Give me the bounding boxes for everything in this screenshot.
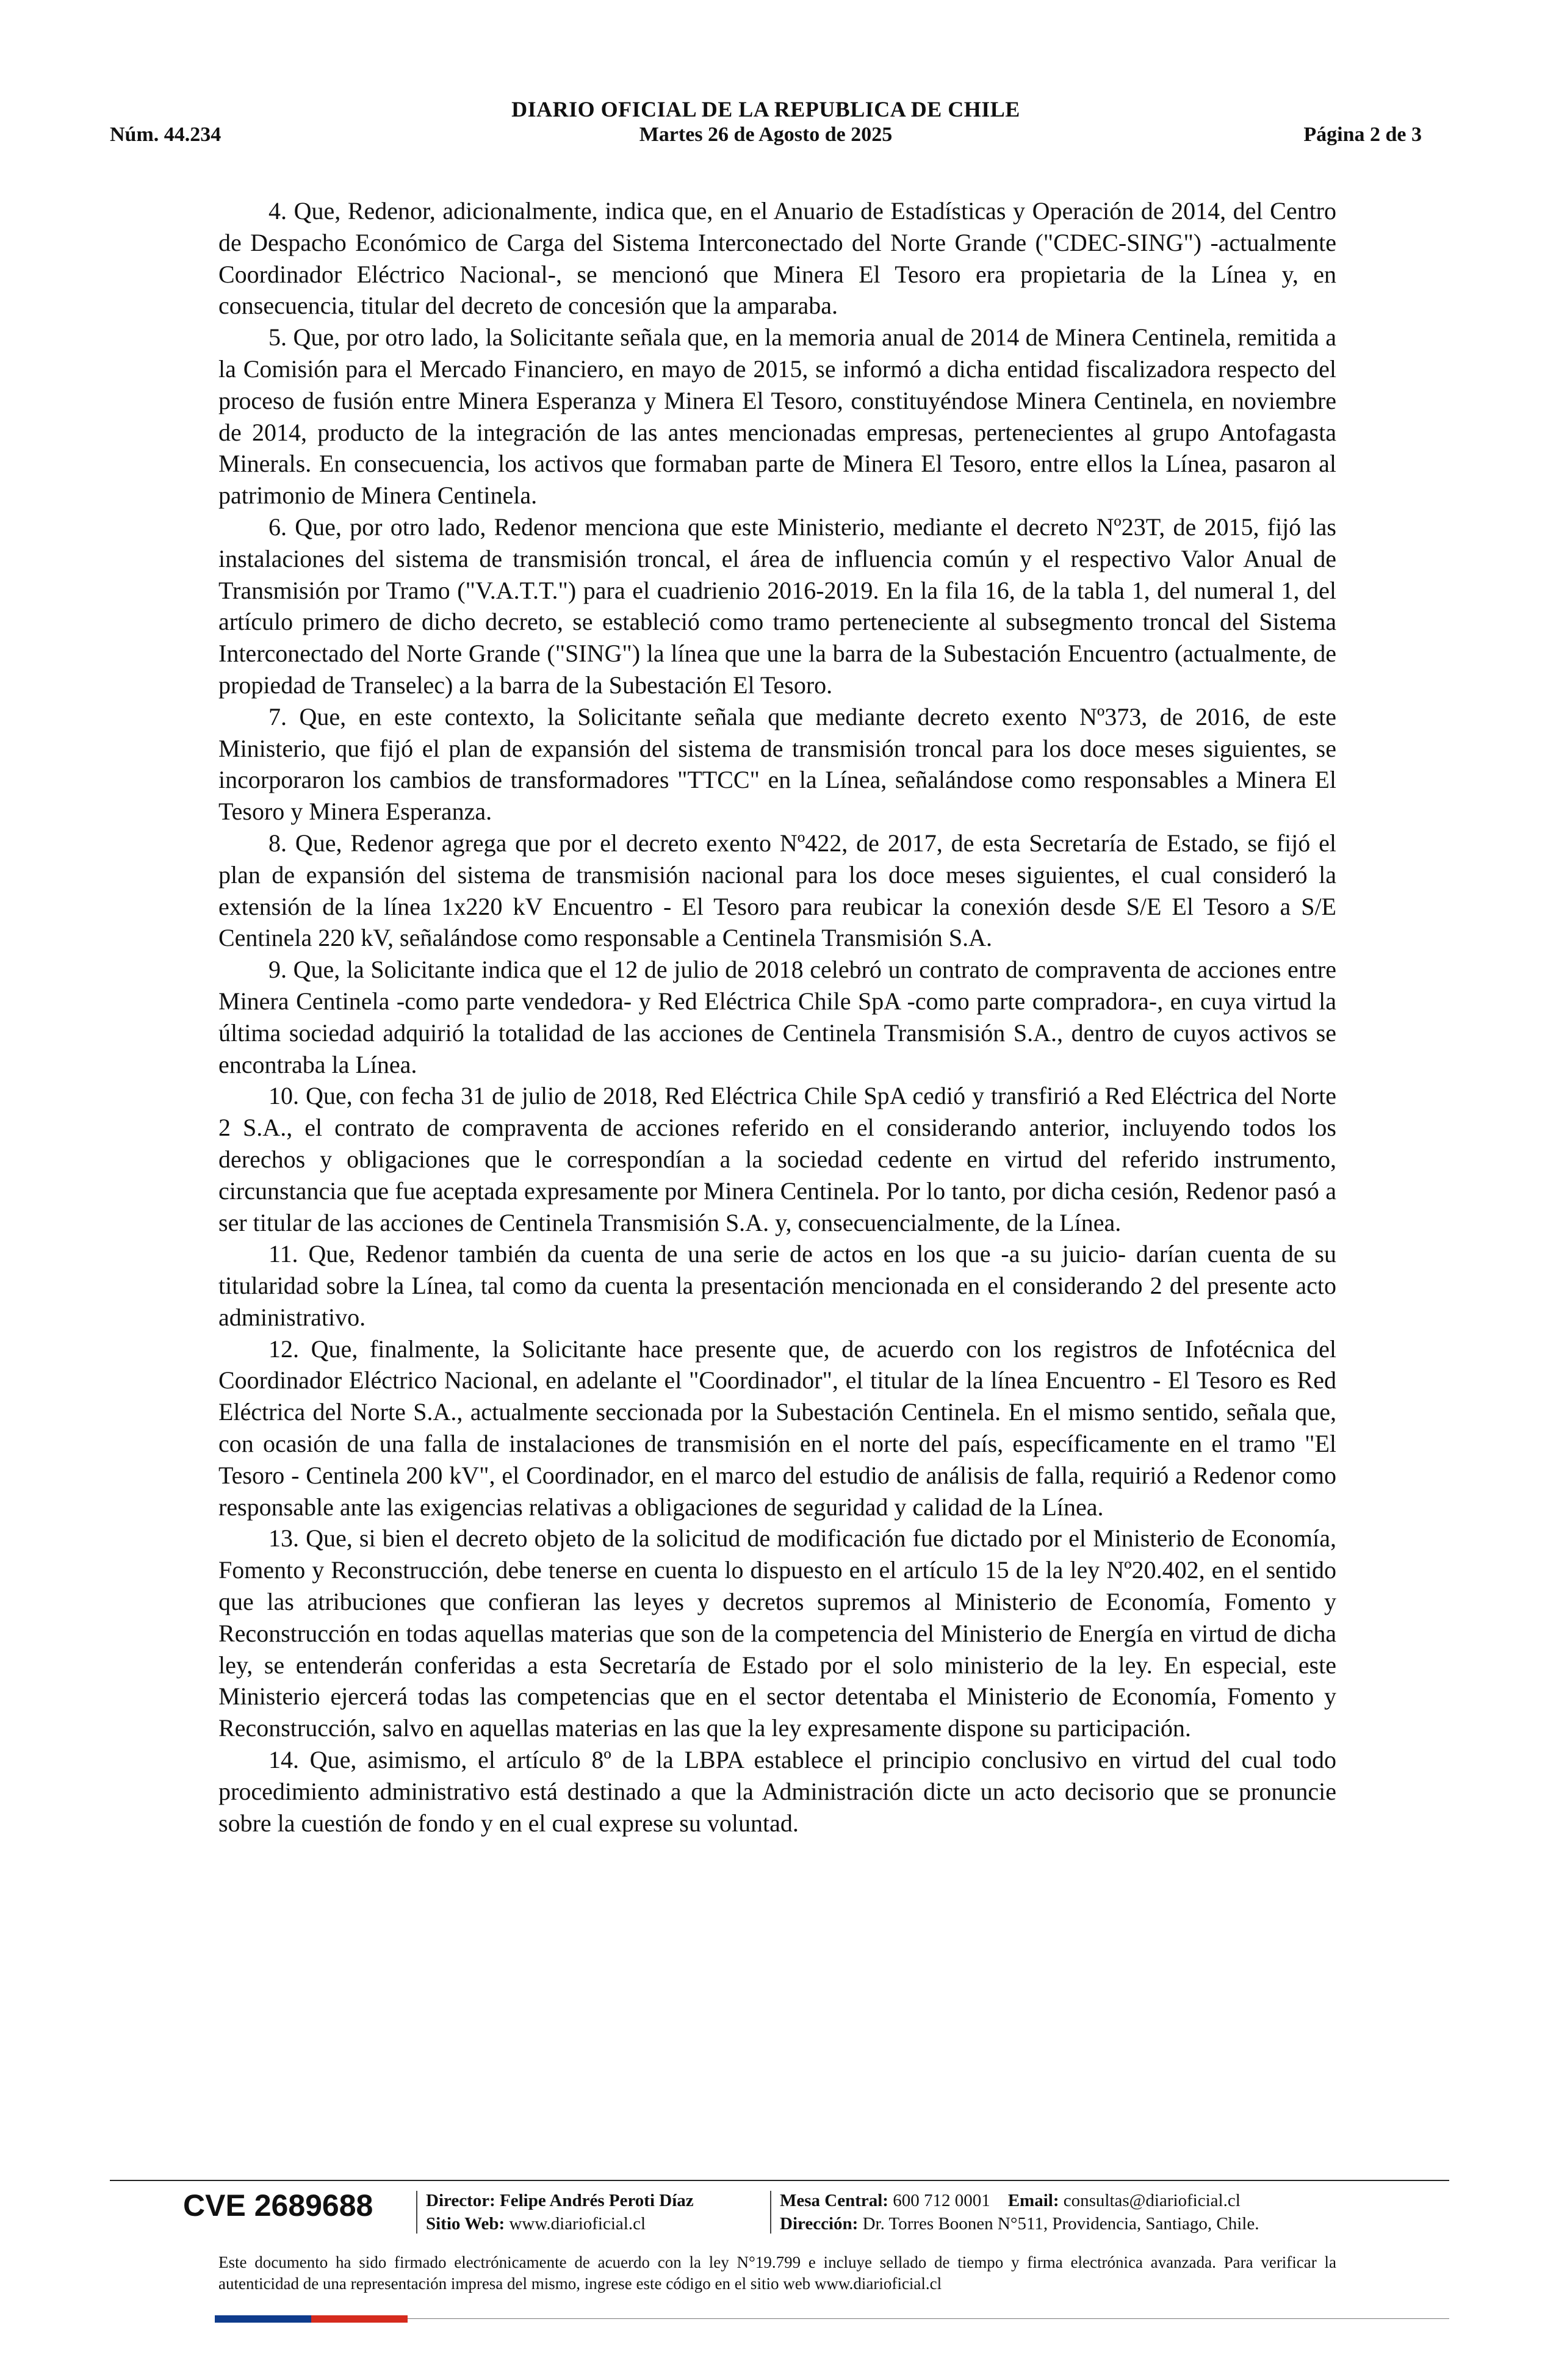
contact-line — [780, 2189, 1259, 2212]
flag-red-segment — [311, 2315, 408, 2323]
paragraph-7: 7. Que, en este contexto, la Solicitante señala que mediante decreto exento Nº373, de 2016, de este Ministerio, que fijó el plan de expansión del sistema de transmisión troncal para los doce meses siguientes, se incorporaron los cambios de transformadores "TTCC" en la Línea, señalándose como responsables a Minera El Tesoro y Minera Esperanza. — [218, 702, 1336, 826]
paragraph-8: 8. Que, Redenor agrega que por el decreto exento Nº422, de 2017, de esta Secretaría de Estado, se fijó el plan de expansión del sistema de transmisión nacional para los doce meses siguientes, el cual consideró la extensión de la línea 1x220 kV Encuentro - El Tesoro para reubicar la conexión desde S/E El Tesoro a S/E Centinela 220 kV, señalándose como responsable a Centinela Transmisión S.A. — [218, 829, 1336, 952]
footer-separator — [416, 2191, 417, 2234]
signature-notice: Este documento ha sido firmado electrónicamente de acuerdo con la ley N°19.799 e incluye sellado de tiempo y firma electrónica avanzada. Para verificar la autenticidad de una representación impresa del mismo, ingrese este código en el sitio web www.diarioficial.cl — [218, 2253, 1336, 2293]
website-line — [426, 2212, 694, 2235]
footer-separator — [770, 2191, 771, 2234]
director-line — [426, 2189, 694, 2212]
website-label: Sitio Web: — [426, 2214, 505, 2234]
phone-label: Mesa Central: — [780, 2191, 888, 2210]
paragraph-13: 13. Que, si bien el decreto objeto de la solicitud de modificación fue dictado por el Ministerio de Economía, Fomento y Reconstrucción, debe tenerse en cuenta lo dispuesto en el artículo 15 de la ley Nº20.402, en el sentido que las atribuciones que confieran las leyes y decretos supremos al Ministerio de Economía, Fomento y Reconstrucción en todas aquellas materias que son de la competencia del Ministerio de Energía en virtud de dicha ley, se entenderán conferidas a esta Secretaría de Estado por el solo ministerio de la ley. En especial, este Ministerio ejercerá todas las competencias que en el sector detentaba el Ministerio de Economía, Fomento y Reconstrucción, salvo en aquellas materias en las que la ley expresamente dispone su participación. — [218, 1524, 1336, 1742]
paragraph-6: 6. Que, por otro lado, Redenor menciona que este Ministerio, mediante el decreto Nº23T, de 2015, fijó las instalaciones del sistema de transmisión troncal, el área de influencia común y el respectivo Valor Anual de Transmisión por Tramo ("V.A.T.T.") para el cuadrienio 2016-2019. En la fila 16, de la tabla 1, del numeral 1, del artículo primero de dicho decreto, se estableció como tramo perteneciente al subsegmento troncal del Sistema Interconectado del Norte Grande ("SING") la línea que une la barra de la Subestación Encuentro (actualmente, de propiedad de Transelec) a la barra de la Subestación El Tesoro. — [218, 513, 1336, 699]
flag-blue-segment — [215, 2315, 311, 2323]
address-label: Dirección: — [780, 2214, 859, 2234]
email-label: Email: — [1007, 2191, 1059, 2210]
footer-bottom-divider — [408, 2318, 1449, 2319]
website-link[interactable]: www.diarioficial.cl — [509, 2214, 646, 2234]
document-body — [218, 195, 1336, 1839]
issue-number: Núm. 44.234 — [110, 123, 222, 146]
footer-top-divider — [110, 2180, 1449, 2181]
phone-value: 600 712 0001 — [893, 2191, 990, 2210]
paragraph-14: 14. Que, asimismo, el artículo 8º de la LBPA establece el principio conclusivo en virtud del cual todo procedimiento administrativo está destinado a que la Administración dicte un acto decisorio que se pronuncie sobre la cuestión de fondo y en el cual exprese su voluntad. — [218, 1746, 1336, 1837]
email-link[interactable]: consultas@diarioficial.cl — [1063, 2191, 1241, 2210]
paragraph-11: 11. Que, Redenor también da cuenta de una serie de actos en los que -a su juicio- darían cuenta de su titularidad sobre la Línea, tal como da cuenta la presentación mencionada en el considerando 2 del presente acto administrativo. — [218, 1240, 1336, 1331]
director-label: Director: — [426, 2191, 495, 2210]
address-line — [780, 2212, 1259, 2235]
director-name: Felipe Andrés Peroti Díaz — [500, 2191, 694, 2210]
publication-date: Martes 26 de Agosto de 2025 — [639, 123, 893, 146]
page-header — [110, 92, 1422, 153]
paragraph-12: 12. Que, finalmente, la Solicitante hace presente que, de acuerdo con los registros de Infotécnica del Coordinador Eléctrico Nacional, en adelante el "Coordinador", el titular de la línea Encuentro - El Tesoro es Red Eléctrica del Norte S.A., actualmente seccionada por la Subestación Centinela. En el mismo sentido, señala que, con ocasión de una falla de instalaciones de transmisión en el norte del país, específicamente en el tramo "El Tesoro - Centinela 200 kV", el Coordinador, en el marco del estudio de análisis de falla, requirió a Redenor como responsable ante las exigencias relativas a obligaciones de seguridad y calidad de la Línea. — [218, 1335, 1336, 1521]
flag-stripe — [215, 2315, 408, 2323]
paragraph-10: 10. Que, con fecha 31 de julio de 2018, Red Eléctrica Chile SpA cedió y transfirió a Red Eléctrica del Norte 2 S.A., el contrato de compraventa de acciones referido en el considerando anterior, incluyendo todos los derechos y obligaciones que le correspondían a la sociedad cedente en virtud del referido instrumento, circunstancia que fue aceptada expresamente por Minera Centinela. Por lo tanto, por dicha cesión, Redenor pasó a ser titular de las acciones de Centinela Transmisión S.A. y, consecuencialmente, de la Línea. — [218, 1082, 1336, 1236]
page-indicator: Página 2 de 3 — [1303, 123, 1422, 146]
paragraph-5: 5. Que, por otro lado, la Solicitante señala que, en la memoria anual de 2014 de Minera Centinela, remitida a la Comisión para el Mercado Financiero, en mayo de 2015, se informó a dicha entidad fiscalizadora respecto del proceso de fusión entre Minera Esperanza y Minera El Tesoro, constituyéndose Minera Centinela, en noviembre de 2014, producto de la integración de las antes mencionadas empresas, pertenecientes al grupo Antofagasta Minerals. En consecuencia, los activos que formaban parte de Minera El Tesoro, entre ellos la Línea, pasaron al patrimonio de Minera Centinela. — [218, 323, 1336, 510]
paragraph-4: 4. Que, Redenor, adicionalmente, indica que, en el Anuario de Estadísticas y Operación de 2014, del Centro de Despacho Económico de Carga del Sistema Interconectado del Norte Grande ("CDEC-SING") -actualmente Coordinador Eléctrico Nacional-, se mencionó que Minera El Tesoro era propietaria de la Línea y, en consecuencia, titular del decreto de concesión que la amparaba. — [218, 197, 1336, 320]
footer-contact-info — [780, 2189, 1259, 2235]
paragraph-9: 9. Que, la Solicitante indica que el 12 de julio de 2018 celebró un contrato de compraventa de acciones entre Minera Centinela -como parte vendedora- y Red Eléctrica Chile SpA -como parte compradora-, en cuya virtud la última sociedad adquirió la totalidad de las acciones de Centinela Transmisión S.A., dentro de cuyos activos se encontraba la Línea. — [218, 956, 1336, 1078]
address-value: Dr. Torres Boonen N°511, Providencia, Santiago, Chile. — [862, 2214, 1259, 2234]
publication-title: DIARIO OFICIAL DE LA REPUBLICA DE CHILE — [511, 97, 1020, 121]
cve-code: CVE 2689688 — [183, 2188, 373, 2223]
footer-editor-info — [426, 2189, 694, 2235]
